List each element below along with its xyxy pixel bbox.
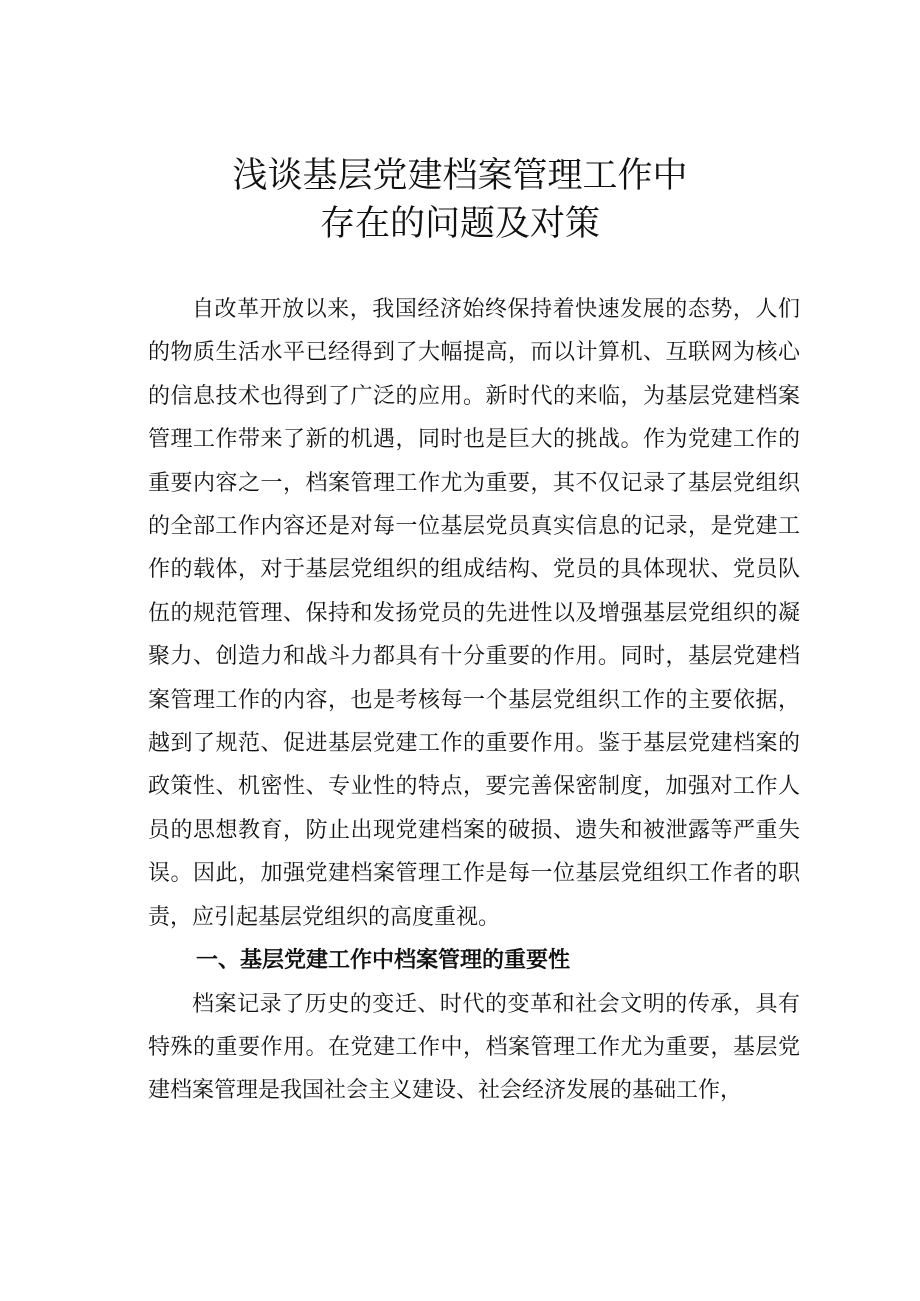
intro-paragraph: 自改革开放以来，我国经济始终保持着快速发展的态势，人们的物质生活水平已经得到了大幅提高，而以计算机、互联网为核心的信息技术也得到了广泛的应用。新时代的来临，为基层党建档案管理工作带来了新的机遇，同时也是巨大的挑战。作为党建工作的重要内容之一，档案管理工作尤为重要，其不仅记录了基层党组织的全部工作内容还是对每一位基层党员真实信息的记录，是党建工作的载体，对于基层党组织的组成结构、党员的具体现状、党员队伍的规范管理、保持和发扬党员的先进性以及增强基层党组织的凝聚力、创造力和战斗力都具有十分重要的作用。同时，基层党建档案管理工作的内容，也是考核每一个基层党组织工作的主要依据，越到了规范、促进基层党建工作的重要作用。鉴于基层党建档案的政策性、机密性、专业性的特点，要完善保密制度，加强对工作人员的思想教育，防止出现党建档案的破损、遗失和被泄露等严重失误。因此，加强党建档案管理工作是每一位基层党组织工作者的职责，应引起基层党组织的高度重视。 (148, 297, 800, 930)
section-1-paragraph: 档案记录了历史的变迁、时代的变革和社会文明的传承，具有特殊的重要作用。在党建工作中，档案管理工作尤为重要，基层党建档案管理是我国社会主义建设、社会经济发展的基础工作， (148, 991, 800, 1104)
title-line-1: 浅谈基层党建档案管理工作中 (232, 156, 688, 196)
section-1-heading: 一、基层党建工作中档案管理的重要性 (196, 948, 571, 974)
title-line-2: 存在的问题及对策 (319, 204, 600, 244)
document-title (0, 152, 920, 248)
document-body (148, 288, 800, 1113)
